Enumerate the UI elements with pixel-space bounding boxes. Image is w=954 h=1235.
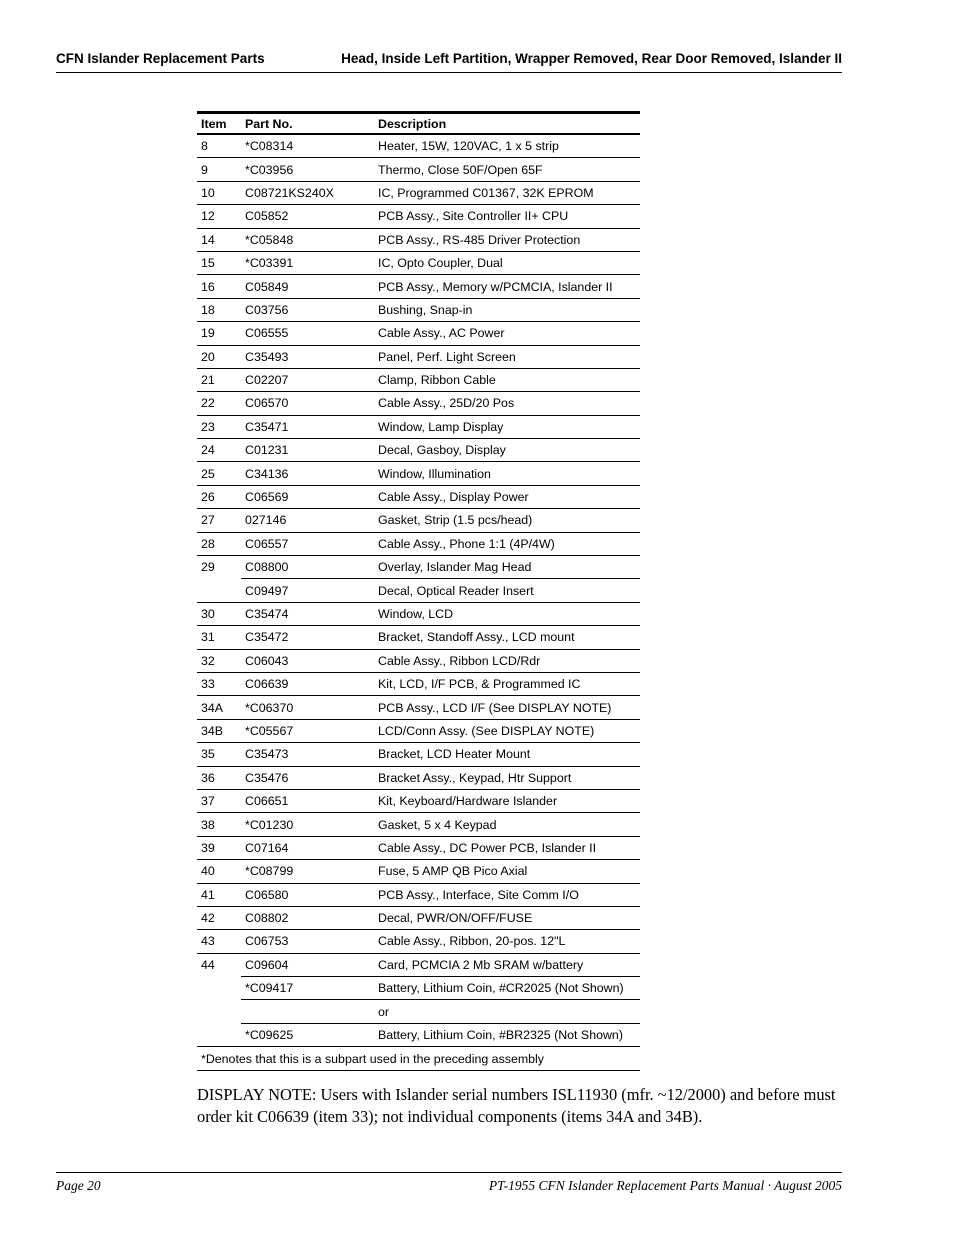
part-no-cell: C09497 [241,579,374,602]
column-header-item: Item [201,116,227,131]
description-cell: Decal, PWR/ON/OFF/FUSE [374,906,640,929]
table-row [197,696,640,719]
part-no-cell: C08721KS240X [241,181,374,204]
table-row [197,649,640,672]
part-no-cell: *C09417 [241,977,374,1000]
table-row [197,719,640,742]
description-cell: Cable Assy., Ribbon, 20-pos. 12"L [374,930,640,953]
description-cell: Bracket, LCD Heater Mount [374,743,640,766]
description-cell: LCD/Conn Assy. (See DISPLAY NOTE) [374,719,640,742]
table-row [197,836,640,859]
part-no-cell: C35472 [241,626,374,649]
table-row [197,930,640,953]
item-cell: 12 [197,205,241,228]
item-cell: 16 [197,275,241,298]
part-no-cell: C06580 [241,883,374,906]
description-cell: IC, Opto Coupler, Dual [374,251,640,274]
description-cell: PCB Assy., Memory w/PCMCIA, Islander II [374,275,640,298]
description-cell: Cable Assy., 25D/20 Pos [374,392,640,415]
table-row [197,205,640,228]
table-row [197,556,640,579]
description-cell: Decal, Gasboy, Display [374,439,640,462]
table-row [197,602,640,625]
description-cell: Window, Lamp Display [374,415,640,438]
header-page-title: Head, Inside Left Partition, Wrapper Removed, Rear Door Removed, Islander II [341,51,842,66]
description-cell: Window, Illumination [374,462,640,485]
part-no-cell: *C03391 [241,251,374,274]
description-cell: Card, PCMCIA 2 Mb SRAM w/battery [374,953,640,976]
item-cell: 21 [197,368,241,391]
table-footnote: *Denotes that this is a subpart used in the preceding assembly [197,1047,640,1071]
part-no-cell: C03756 [241,298,374,321]
description-cell: Kit, LCD, I/F PCB, & Programmed IC [374,672,640,695]
display-note: DISPLAY NOTE: Users with Islander serial numbers ISL11930 (mfr. ~12/2000) and before must order kit C06639 (item 33); not individual components (items 34A and 34B). [197,1085,836,1126]
item-cell: 36 [197,766,241,789]
description-cell: Cable Assy., Phone 1:1 (4P/4W) [374,532,640,555]
table-row [197,672,640,695]
description-cell: Battery, Lithium Coin, #BR2325 (Not Shown) [374,1023,640,1046]
table-row [197,579,640,602]
part-no-cell: C06557 [241,532,374,555]
manual-title: PT-1955 CFN Islander Replacement Parts Manual · August 2005 [488,1178,842,1193]
item-cell: 37 [197,789,241,812]
description-cell: or [374,1000,640,1023]
item-cell: 32 [197,649,241,672]
table-row [197,134,640,158]
part-no-cell: C35471 [241,415,374,438]
description-cell: Gasket, 5 x 4 Keypad [374,813,640,836]
table-row [197,509,640,532]
table-row [197,181,640,204]
part-no-cell: *C08799 [241,860,374,883]
table-row [197,322,640,345]
table-row [197,1000,640,1023]
table-header-row [197,113,640,135]
item-cell [197,1000,241,1023]
footnote-row [197,1047,640,1071]
header-section-title: CFN Islander Replacement Parts [56,51,265,66]
part-no-cell: C35473 [241,743,374,766]
description-cell: Panel, Perf. Light Screen [374,345,640,368]
description-cell: Overlay, Islander Mag Head [374,556,640,579]
part-no-cell: C05849 [241,275,374,298]
item-cell: 30 [197,602,241,625]
part-no-cell: C05852 [241,205,374,228]
part-no-cell: C35493 [241,345,374,368]
item-cell: 40 [197,860,241,883]
item-cell [197,579,241,602]
item-cell: 26 [197,485,241,508]
part-no-cell: C02207 [241,368,374,391]
part-no-cell: *C08314 [241,134,374,158]
item-cell: 24 [197,439,241,462]
part-no-cell: C08802 [241,906,374,929]
page-header [56,50,842,73]
part-no-cell: C06569 [241,485,374,508]
item-cell: 15 [197,251,241,274]
item-cell: 44 [201,958,215,973]
item-cell [197,977,241,1000]
item-cell: 41 [197,883,241,906]
table-row [197,532,640,555]
table-row [197,158,640,181]
description-cell: Heater, 15W, 120VAC, 1 x 5 strip [374,134,640,158]
page-footer [56,1172,842,1193]
item-cell: 28 [197,532,241,555]
item-cell: 39 [197,836,241,859]
part-no-cell: *C05848 [241,228,374,251]
parts-table [197,111,640,1071]
description-cell: Decal, Optical Reader Insert [374,579,640,602]
table-row [197,251,640,274]
description-cell: Battery, Lithium Coin, #CR2025 (Not Shown) [374,977,640,1000]
page-number: Page 20 [56,1178,101,1193]
part-no-cell: C06651 [241,789,374,812]
part-no-cell: C35474 [241,602,374,625]
description-cell: Bracket Assy., Keypad, Htr Support [374,766,640,789]
item-cell: 9 [197,158,241,181]
description-cell: Window, LCD [374,602,640,625]
description-cell: PCB Assy., Interface, Site Comm I/O [374,883,640,906]
part-no-cell: 027146 [241,509,374,532]
table-row [197,977,640,1000]
table-row [197,368,640,391]
item-cell: 18 [197,298,241,321]
column-header-description: Description [378,116,447,131]
description-cell: Cable Assy., Display Power [374,485,640,508]
table-row [197,1023,640,1046]
table-row [197,906,640,929]
table-row [197,228,640,251]
description-cell: Clamp, Ribbon Cable [374,368,640,391]
item-cell: 10 [197,181,241,204]
table-row [197,813,640,836]
item-cell: 14 [197,228,241,251]
table-row [197,743,640,766]
table-row [197,275,640,298]
table-row [197,298,640,321]
item-cell: 38 [197,813,241,836]
table-row [197,392,640,415]
item-cell: 43 [197,930,241,953]
item-cell: 19 [197,322,241,345]
description-cell: Bushing, Snap-in [374,298,640,321]
table-row [197,860,640,883]
parts-table-body [197,134,640,1047]
part-no-cell: C06570 [241,392,374,415]
part-no-cell: C01231 [241,439,374,462]
item-cell: 27 [197,509,241,532]
table-row [197,462,640,485]
part-no-cell: C06043 [241,649,374,672]
part-no-cell: C06753 [241,930,374,953]
item-cell: 35 [197,743,241,766]
description-cell: PCB Assy., LCD I/F (See DISPLAY NOTE) [374,696,640,719]
column-header-part-no: Part No. [245,116,293,131]
item-cell: 22 [197,392,241,415]
item-cell: 33 [197,672,241,695]
item-cell [197,1023,241,1046]
part-no-cell: *C09625 [241,1023,374,1046]
item-cell: 23 [197,415,241,438]
description-cell: PCB Assy., Site Controller II+ CPU [374,205,640,228]
description-cell: PCB Assy., RS-485 Driver Protection [374,228,640,251]
table-row [197,415,640,438]
table-row [197,883,640,906]
item-cell: 8 [197,134,241,158]
description-cell: Fuse, 5 AMP QB Pico Axial [374,860,640,883]
description-cell: Cable Assy., Ribbon LCD/Rdr [374,649,640,672]
table-row [197,766,640,789]
item-cell: 42 [197,906,241,929]
part-no-cell: C06555 [241,322,374,345]
item-cell: 20 [197,345,241,368]
description-cell: Thermo, Close 50F/Open 65F [374,158,640,181]
description-cell: Cable Assy., DC Power PCB, Islander II [374,836,640,859]
item-cell: 25 [197,462,241,485]
item-cell: 34A [197,696,241,719]
part-no-cell: *C06370 [241,696,374,719]
table-row [197,439,640,462]
description-cell: Kit, Keyboard/Hardware Islander [374,789,640,812]
description-cell: Bracket, Standoff Assy., LCD mount [374,626,640,649]
item-cell: 31 [197,626,241,649]
description-cell: Cable Assy., AC Power [374,322,640,345]
part-no-cell: *C01230 [241,813,374,836]
part-no-cell: C08800 [241,556,374,579]
description-cell: IC, Programmed C01367, 32K EPROM [374,181,640,204]
part-no-cell [241,1000,374,1023]
part-no-cell: C07164 [241,836,374,859]
table-row [197,626,640,649]
part-no-cell: *C05567 [241,719,374,742]
part-no-cell: C09604 [241,953,374,976]
description-cell: Gasket, Strip (1.5 pcs/head) [374,509,640,532]
part-no-cell: *C03956 [241,158,374,181]
table-row [197,345,640,368]
part-no-cell: C35476 [241,766,374,789]
item-cell: 34B [197,719,241,742]
part-no-cell: C06639 [241,672,374,695]
table-row [197,789,640,812]
table-row [197,485,640,508]
item-cell: 29 [201,560,215,575]
part-no-cell: C34136 [241,462,374,485]
table-row [197,953,640,976]
